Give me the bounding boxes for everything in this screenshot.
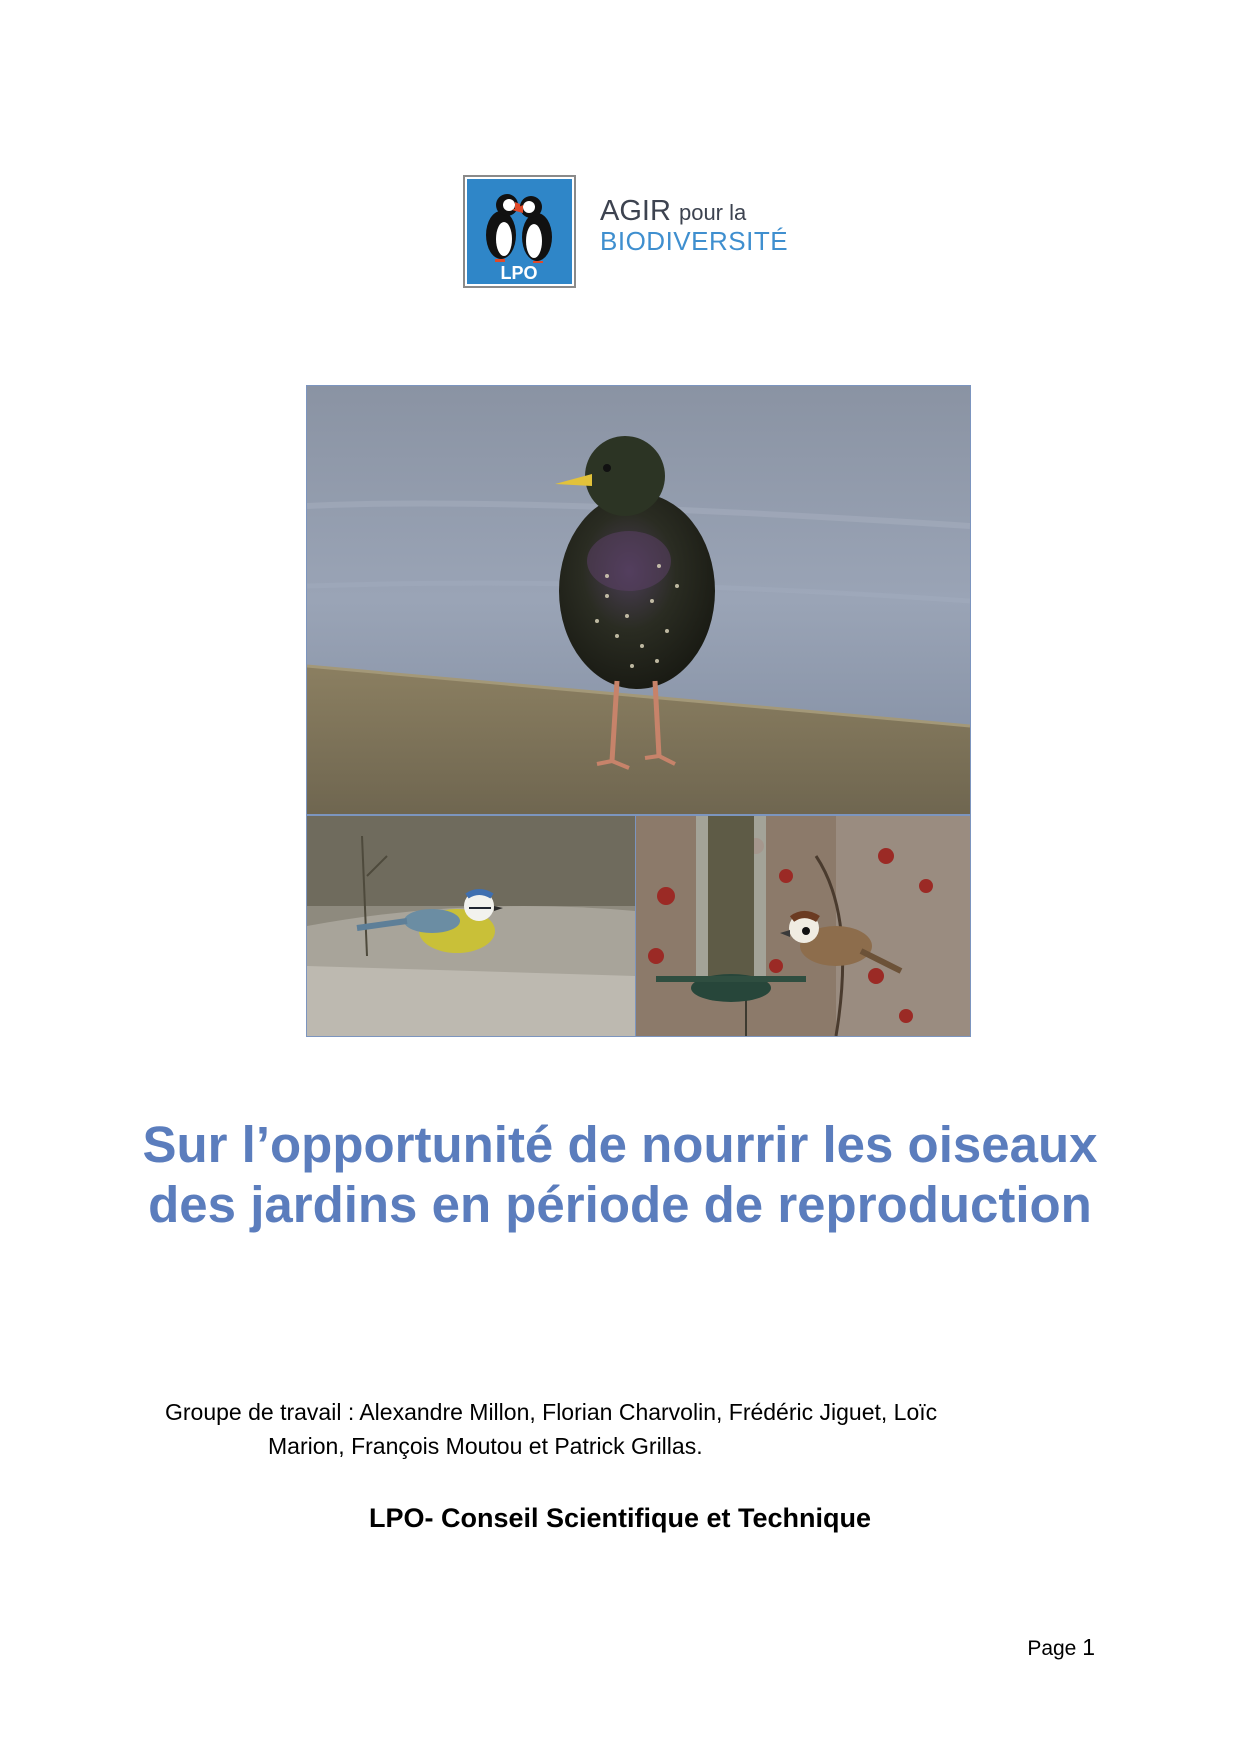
authors-block	[165, 1395, 1065, 1463]
lpo-puffin-logo-icon	[463, 175, 576, 288]
authors-line1: Groupe de travail : Alexandre Millon, Florian Charvolin, Frédéric Jiguet, Loïc	[165, 1399, 938, 1425]
logo-wordmark	[600, 197, 788, 254]
logo-agir: AGIR	[600, 195, 671, 227]
logo-biodiversite: BIODIVERSITÉ	[600, 226, 789, 256]
logo-badge-text: LPO	[500, 263, 538, 283]
logo-pour-la: pour la	[678, 200, 747, 225]
blue-tit-photo	[306, 815, 636, 1037]
document-title: Sur l’opportunité de nourrir les oiseaux des jardins en période de reproduction	[142, 1116, 1098, 1233]
document-subtitle: LPO- Conseil Scientifique et Technique	[368, 1503, 872, 1533]
page-number: 1	[1082, 1634, 1095, 1660]
sparrow-feeder-photo	[635, 815, 971, 1037]
authors-line2: Marion, François Moutou et Patrick Grillas.	[268, 1433, 703, 1459]
logo-line1	[600, 197, 788, 226]
lpo-logo	[463, 175, 793, 290]
starling-photo	[306, 385, 971, 815]
page-label: Page	[1027, 1637, 1077, 1660]
page-footer	[1000, 1634, 1095, 1661]
